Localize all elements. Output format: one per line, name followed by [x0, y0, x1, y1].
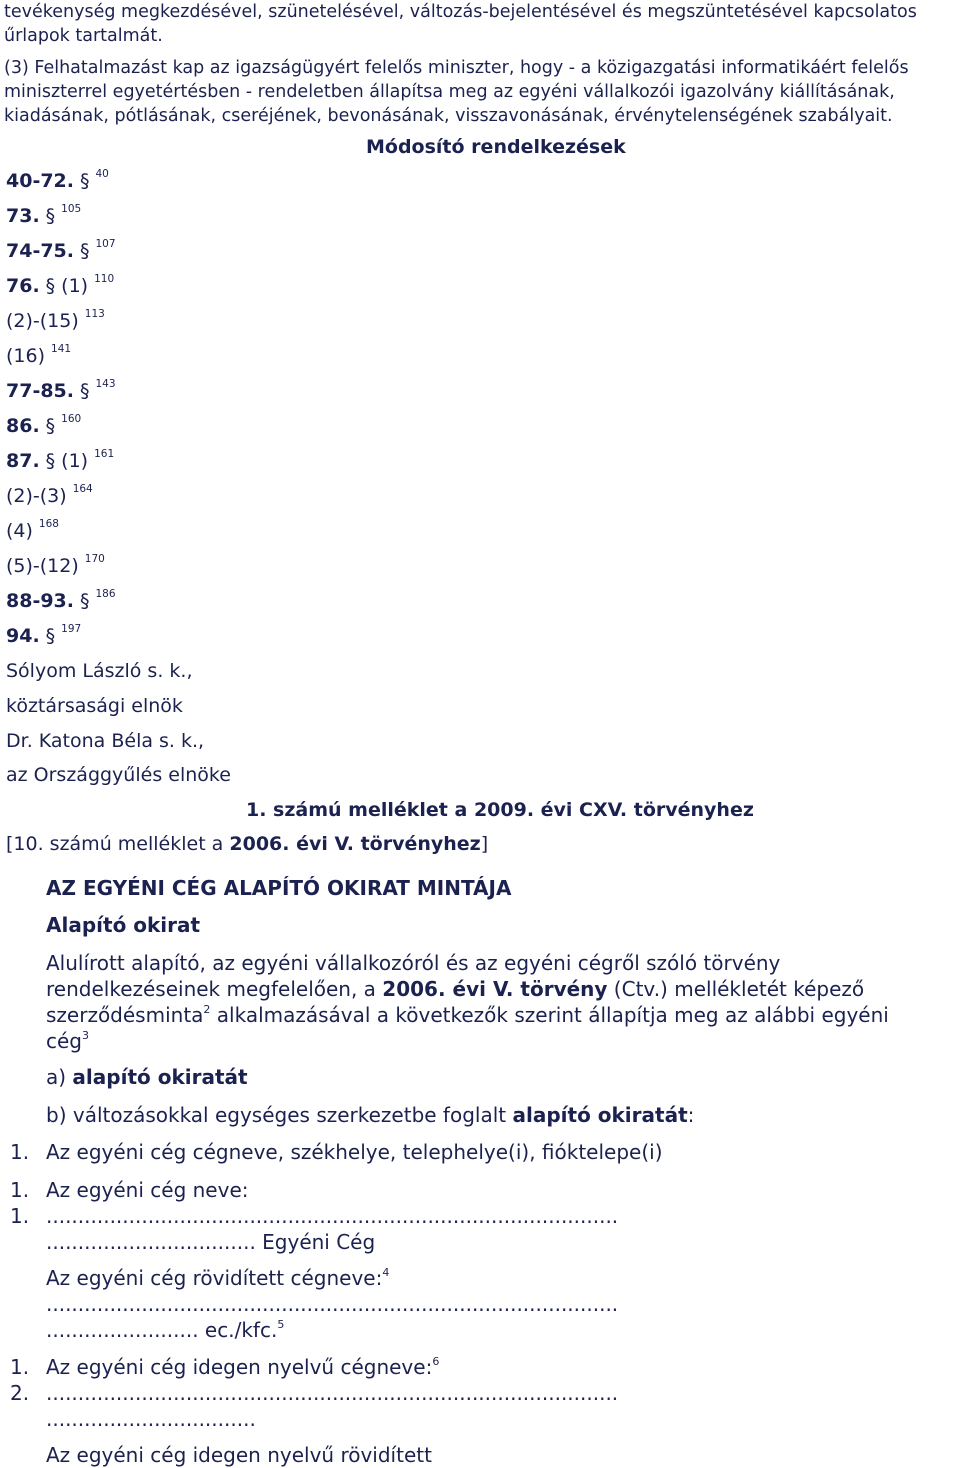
item-label: Az egyéni cég idegen nyelvű cégneve:$^6$ [46, 1355, 440, 1379]
section-item: (2)-(3) $^{164}$ [6, 483, 93, 507]
template-paragraph-line: szerződésminta$^2$ alkalmazásával a következők szerint állapítja meg az alábbi egyéni [46, 1003, 889, 1027]
signature-name: Sólyom László s. k., [6, 660, 193, 682]
section-item: (5)-(12) $^{170}$ [6, 553, 105, 577]
signature-role: az Országgyűlés elnöke [6, 764, 231, 786]
section-item: 74-75. § $^{107}$ [6, 238, 116, 262]
paragraph-3-line: (3) Felhatalmazást kap az igazságügyért felelős miniszter, hogy - a közigazgatási informatikáért felelős [4, 58, 909, 78]
option-a: a) alapító okiratát [46, 1065, 248, 1089]
template-paragraph-line: Alulírott alapító, az egyéni vállalkozóról és az egyéni cégről szóló törvény [46, 951, 781, 975]
section-item: (4) $^{168}$ [6, 518, 59, 542]
section-item: 88-93. § $^{186}$ [6, 588, 116, 612]
fill-in-short-name: ........................ ec./kfc.$^5$ [46, 1318, 285, 1342]
section-item: 86. § $^{160}$ [6, 413, 82, 437]
section-item: 94. § $^{197}$ [6, 623, 82, 647]
item-number: 2. [10, 1381, 30, 1405]
fill-in-dots: .......................................................................................... [46, 1292, 619, 1316]
item-label: Az egyéni cég rövidített cégneve:$^4$ [46, 1266, 390, 1290]
fill-in-company-name: ................................. Egyéni Cég [46, 1230, 376, 1254]
section-item: 73. § $^{105}$ [6, 203, 82, 227]
signature-name: Dr. Katona Béla s. k., [6, 730, 205, 752]
item-label: Az egyéni cég idegen nyelvű rövidített [46, 1443, 432, 1467]
section-item: (16) $^{141}$ [6, 343, 72, 367]
fill-in-dots: ................................. [46, 1407, 256, 1431]
fill-in-dots: .......................................................................................... [46, 1204, 619, 1228]
section-item: 87. § (1) $^{161}$ [6, 448, 115, 472]
fill-in-dots: .......................................................................................... [46, 1381, 619, 1405]
item-number: 1. [10, 1204, 30, 1228]
paragraph-3-line: kiadásának, pótlásának, cseréjének, bevonásának, visszavonásának, érvénytelenségének szabályait. [4, 106, 893, 126]
item-number: 1. [10, 1178, 30, 1202]
section-item: (2)-(15) $^{113}$ [6, 308, 105, 332]
paragraph-3-line: miniszterrel egyetértésben - rendeletben állapítsa meg az egyéni vállalkozói igazolvány kiállításának, [4, 82, 895, 102]
item-number: 1. [10, 1140, 30, 1164]
section-item: 40-72. § $^{40}$ [6, 168, 109, 192]
section-item: 77-85. § $^{143}$ [6, 378, 116, 402]
item-number: 1. [10, 1355, 30, 1379]
intro-line: tevékenység megkezdésével, szünetelésével, változás-bejelentésével és megszüntetésével kapcsolatos [4, 2, 917, 22]
intro-line: űrlapok tartalmát. [4, 26, 163, 46]
annex-reference: [10. számú melléklet a 2006. évi V. törvényhez] [6, 833, 489, 855]
option-b: b) változásokkal egységes szerkezetbe foglalt alapító okiratát: [46, 1103, 695, 1127]
template-subtitle: Alapító okirat [46, 913, 201, 937]
item-heading: Az egyéni cég cégneve, székhelye, telephelye(i), fióktelepe(i) [46, 1140, 663, 1164]
template-paragraph-line: rendelkezéseinek megfelelően, a 2006. évi V. törvény (Ctv.) mellékletét képező [46, 977, 865, 1001]
item-label: Az egyéni cég neve: [46, 1178, 249, 1202]
annex-heading: 1. számú melléklet a 2009. évi CXV. törvényhez [246, 799, 754, 821]
section-item: 76. § (1) $^{110}$ [6, 273, 115, 297]
signature-role: köztársasági elnök [6, 695, 183, 717]
template-paragraph-line: cég$^3$ [46, 1029, 89, 1053]
template-title: AZ EGYÉNI CÉG ALAPÍTÓ OKIRAT MINTÁJA [46, 876, 512, 900]
modosito-heading: Módosító rendelkezések [366, 136, 626, 158]
